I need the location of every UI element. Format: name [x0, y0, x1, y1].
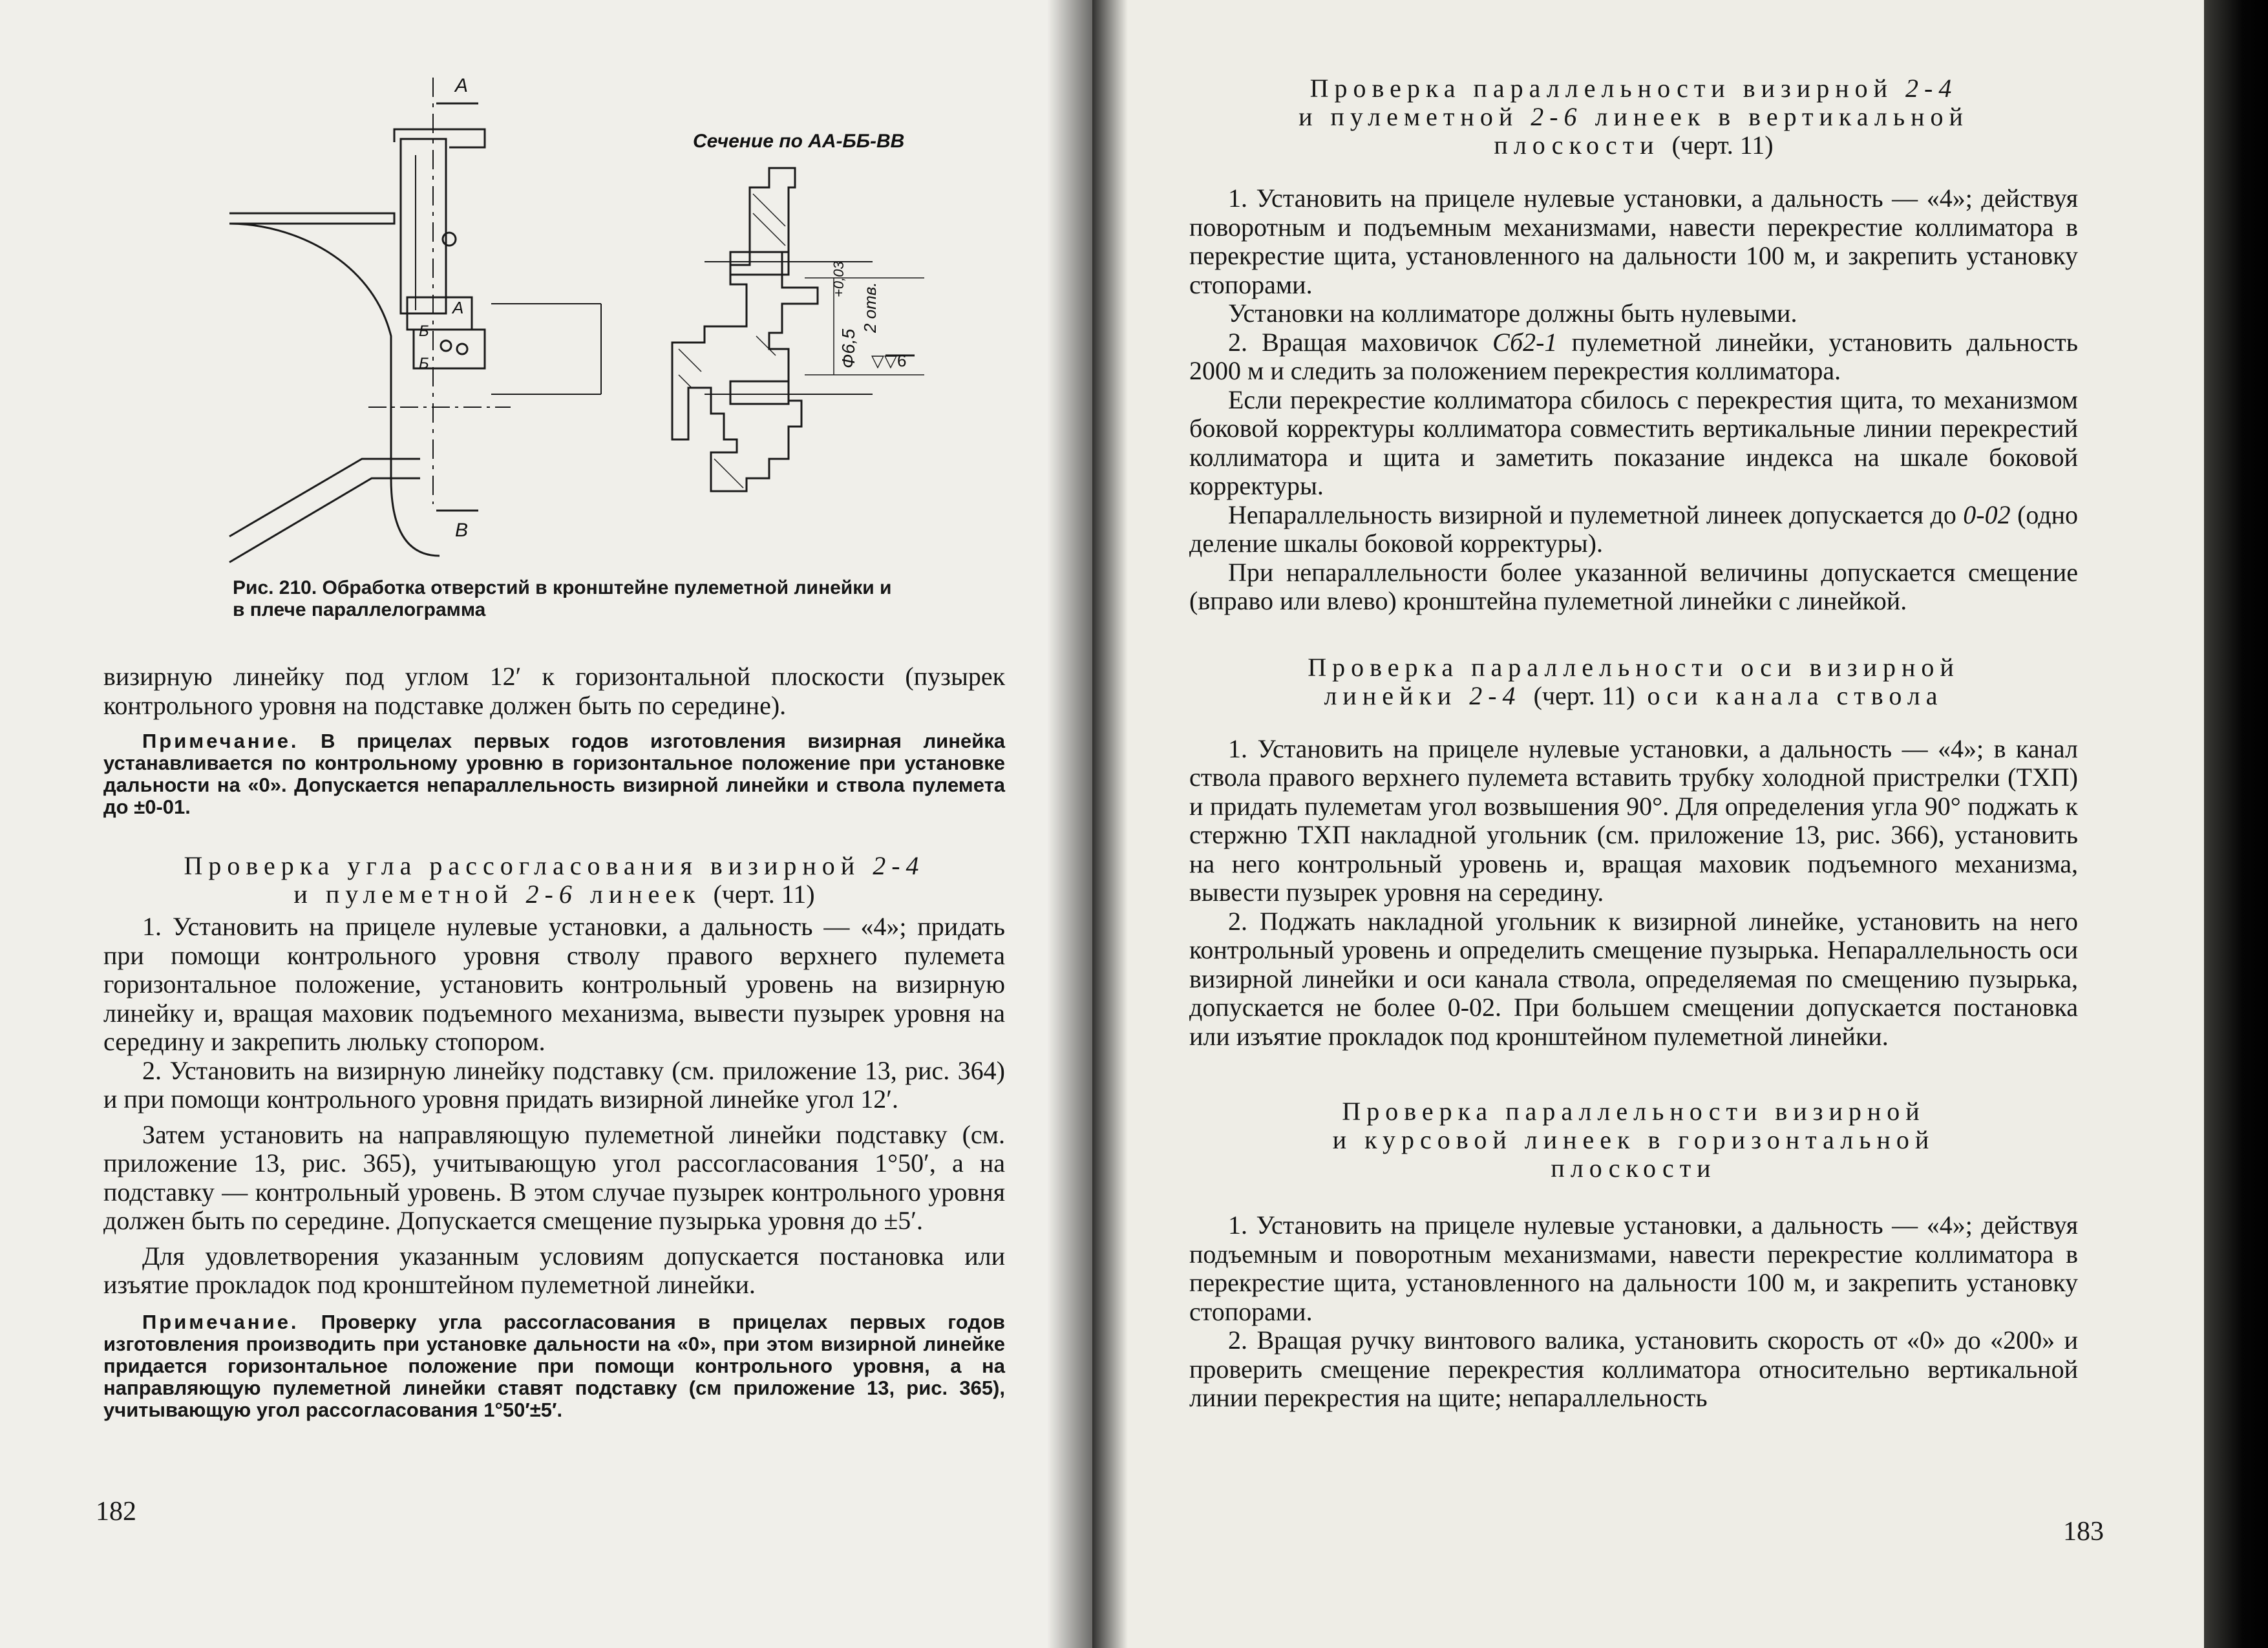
label-b-bottom: B — [455, 520, 469, 541]
roughness-mark: ▽▽6 — [871, 351, 907, 370]
h1-l1a: Проверка параллельности визирной — [1309, 74, 1894, 103]
para-4: Для удовлетворения указанным условиям допускается постановка или изъятие прокладок под кронштейном пулеметной линейки. — [103, 1241, 1005, 1299]
heading-horizontal — [1189, 1097, 2078, 1183]
s1-p5c: (одно деление шкалы боковой корректуры). — [1189, 500, 2079, 558]
para-continuation: визирную линейку под углом 12′ к горизонтальной плоскости (пузырек контрольного уровня на подставке должен быть по середине). — [103, 662, 1005, 720]
h2-l2a: линейки — [1324, 681, 1457, 710]
page-number-right: 183 — [2063, 1517, 2104, 1547]
h2-l2c: (черт. 11) — [1533, 681, 1635, 710]
h2-l1: Проверка параллельности оси визирной — [1308, 652, 1960, 682]
s1-para-2: Установки на коллиматоре должны быть нулевыми. — [1228, 299, 1797, 328]
dim-holes: 2 отв. — [860, 282, 880, 333]
s1-para-4: Если перекрестие коллиматора сбилось с перекрестия щита, то механизмом боковой корректуры коллиматора совместить вертикальные линии перекрестий коллиматора и щита и заметить показание индекса на шкале боковой корректуры. — [1189, 385, 2078, 500]
note-2-label: Примечание. — [142, 1310, 299, 1333]
mark-b1: Б — [419, 322, 429, 340]
label-a-top: A — [455, 75, 469, 96]
para-3: Затем установить на направляющую пулеметной линейки подставку (см. приложение 13, рис. 365), учитывающую угол рассогласования 1°50′, а на подставку — контрольный уровень. В этом случае пузырек контрольного уровня должен быть по середине. Допускается смещение пузырька уровня до ±5′. — [103, 1119, 1005, 1235]
mark-b2: Б — [419, 355, 429, 372]
left-page — [0, 0, 1092, 1648]
heading-l2-end: линеек — [589, 880, 701, 909]
s3-para-1: 1. Установить на прицеле нулевые установки, а дальность — «4»; действуя подъемным и поворотным механизмами, навести перекрестие коллиматора в перекрестие щита, установленного на дальности 100 м, и закрепить установку стопорами. — [1189, 1210, 2078, 1326]
h1-l2a: и пулеметной — [1298, 102, 1519, 131]
note-2 — [103, 1311, 1005, 1421]
s1-p3a: 2. Вращая маховичок — [1228, 327, 1478, 357]
s1-para-5 — [1189, 501, 2078, 558]
gutter-shadow-left — [1047, 0, 1092, 1648]
note-1 — [103, 730, 1005, 818]
s1-p3c: пулеметной линейки, установить дальность 2000 м и следить за положением перекрестия коллиматора. — [1189, 327, 2079, 385]
heading-vertical — [1189, 74, 2078, 160]
caption-lead: Рис. 210. — [233, 577, 317, 598]
h3-l1: Проверка параллельности визирной — [1342, 1097, 1925, 1126]
note-1-label: Примечание. — [142, 730, 299, 752]
page-number-left: 182 — [96, 1497, 136, 1527]
s1-p5a: Непараллельность визирной и пулеметной линеек допускается до — [1228, 500, 1956, 529]
section-label: Сечение по АА-ББ-ВВ — [693, 131, 905, 152]
book-edge-right — [2204, 0, 2268, 1648]
h1-l1b: 2-4 — [1905, 74, 1958, 103]
heading-rassoglasovanie — [103, 852, 1005, 909]
heading-l1: Проверка угла рассогласования визирной — [184, 851, 861, 880]
left-text-column — [103, 662, 1005, 1421]
h1-l3b: (черт. 11) — [1671, 131, 1774, 160]
h1-l3a: плоскости — [1494, 131, 1660, 160]
h1-l2c: линеек в вертикальной — [1595, 102, 1969, 131]
heading-l1-ref: 2-4 — [873, 851, 925, 880]
h3-l3: плоскости — [1551, 1154, 1717, 1183]
mark-a: А — [452, 298, 464, 317]
h1-l2b: 2-6 — [1531, 102, 1583, 131]
h2-l2d: оси канала ствола — [1647, 681, 1944, 710]
caption-text: Обработка отверстий в кронштейне пулеметной линейки и в плече параллелограмма — [233, 577, 892, 620]
para-2: 2. Установить на визирную линейку подставку (см. приложение 13, рис. 364) и при помощи контрольного уровня придать визирной линейке угол 12′. — [103, 1055, 1005, 1114]
figure-210-drawing — [213, 65, 924, 569]
s1-p5b: 0-02 — [1963, 500, 2011, 529]
h3-l2: и курсовой линеек в горизонтальной — [1332, 1125, 1935, 1154]
dim-tolerance: +0,03 — [831, 261, 847, 297]
heading-l2-paren: (черт. 11) — [713, 880, 815, 909]
para-1: 1. Установить на прицеле нулевые установки, а дальность — «4»; придать при помощи контрольного уровня стволу правого верхнего пулемета горизонтальное положение, установить контрольный уровень на визирную линейку и, вращая маховик подъемного механизма, вывести пузырек уровня на середину и закрепить люльку стопором. — [103, 912, 1005, 1056]
figure-caption — [233, 577, 892, 621]
heading-l2: и пулеметной — [293, 880, 514, 909]
s2-para-2: 2. Поджать накладной угольник к визирной линейке, установить на него контрольный уровень и определить смещение пузырька. Непараллельность оси визирной линейки и оси канала ствола, определяемая по смещению пузырька, допускается не более 0-02. При большем смещении допускается постановка или изъятие прокладок под кронштейном пулеметной линейки. — [1189, 906, 2078, 1051]
h2-l2b: 2-4 — [1469, 681, 1521, 710]
gutter-shadow-right — [1092, 0, 1128, 1648]
dim-diameter: Ф6,5 — [838, 328, 858, 368]
heading-axis — [1189, 653, 2078, 710]
s1-para-6: При непараллельности более указанной величины допускается смещение (вправо или влево) кронштейна пулеметной линейки с линейкой. — [1189, 557, 2078, 615]
s1-para-3 — [1189, 328, 2078, 386]
note-2-text: Проверку угла рассогласования в прицелах первых годов изготовления производить при установке дальности на «0», при этом визирной линейке придается горизонтальное положение при помощи контрольного уровня, а на направляющую пулеметной линейки ставят подставку (см приложение 13, рис. 365), учитывающую угол рассогласования 1°50′±5′. — [103, 1310, 1005, 1421]
heading-l2-ref: 2-6 — [525, 880, 578, 909]
s1-para-1: 1. Установить на прицеле нулевые установки, а дальность — «4»; действуя поворотным и подъемным механизмами, навести перекрестие коллиматора в перекрестие щита, установленного на дальности 100 м, и закрепить установку стопорами. — [1189, 184, 2078, 299]
note-1-text: В прицелах первых годов изготовления визирная линейка устанавливается по контрольному уровню в горизонтальное положение при установке дальности на «0». Допускается непараллельность визирной линейки и ствола пулемета до ±0-01. — [103, 730, 1005, 818]
right-text-column — [1189, 74, 2078, 1413]
s1-p3b: Сб2-1 — [1492, 327, 1558, 357]
right-page — [1092, 0, 2204, 1648]
s2-para-1: 1. Установить на прицеле нулевые установки, а дальность — «4»; в канал ствола правого верхнего пулемета вставить трубку холодной пристрелки (ТХП) и придать пулеметам угол возвышения 90°. Для определения угла 90° поджать к стержню ТХП накладной угольник (см. приложение 13, рис. 366), установить на него контрольный уровень и, вращая маховик подъемного механизма, вывести пузырек уровня на середину. — [1189, 734, 2078, 907]
s3-para-2: 2. Вращая ручку винтового валика, установить скорость от «0» до «200» и проверить смещение перекрестия коллиматора относительно вертикальной линии перекрестия на щите; непараллельность — [1189, 1326, 2078, 1412]
